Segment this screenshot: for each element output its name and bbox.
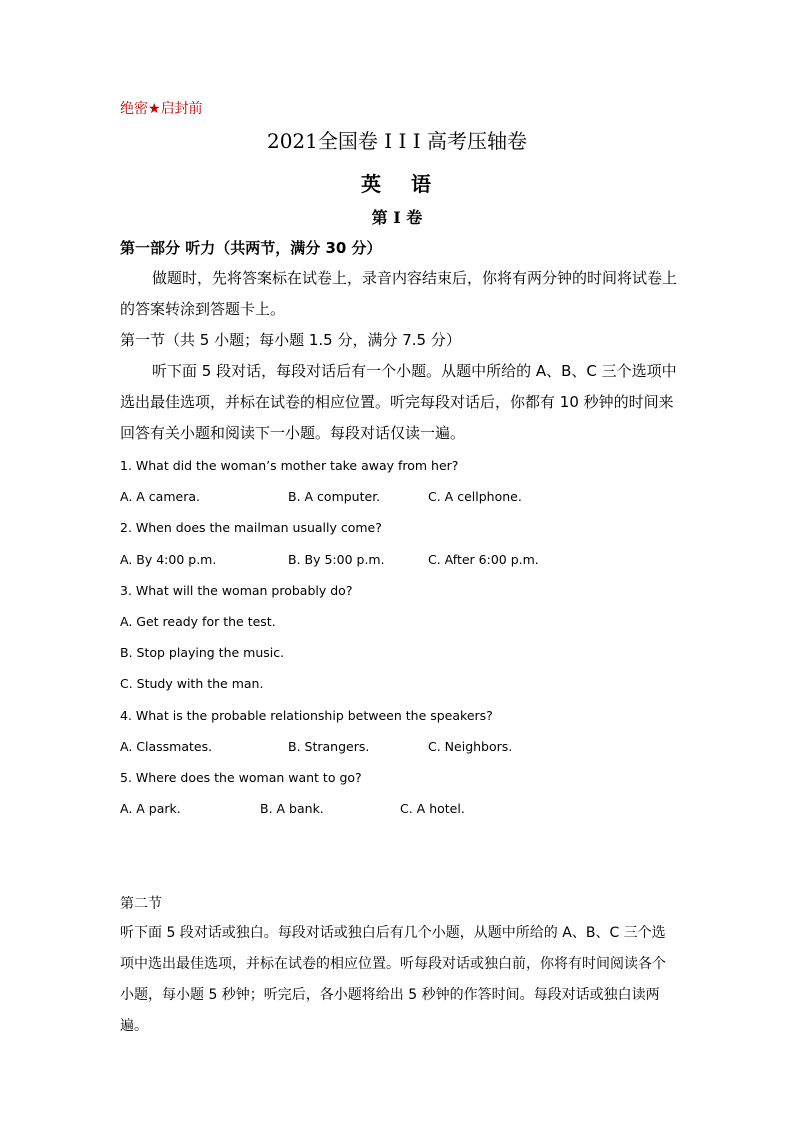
part1-heading: 第一部分 听力（共两节，满分 30 分） [120,239,382,257]
question-5-option-b: B. A bank. [260,801,324,816]
exam-title: 2021全国卷 I I I 高考压轴卷 [266,129,528,153]
question-4-option-b: B. Strangers. [288,739,370,754]
question-4-option-a: A. Classmates. [120,739,213,754]
question-3: 3. What will the woman probably do? [120,583,353,598]
question-5: 5. Where does the woman want to go? [120,770,362,785]
question-2-option-b: B. By 5:00 p.m. [288,552,385,567]
question-1-option-a: A. A camera. [120,489,200,504]
question-1-option-b: B. A computer. [288,489,381,504]
subject-char-1: 英 [361,172,383,196]
question-5-option-a: A. A park. [120,801,181,816]
star-icon: ★ [148,101,161,117]
volume-title: 第 I 卷 [371,208,423,227]
confidential-label: 绝密 [120,101,148,117]
section2-heading: 第二节 [120,896,162,912]
question-1-option-c: C. A cellphone. [428,489,522,504]
section1-heading: 第一节（共 5 小题；每小题 1.5 分，满分 7.5 分） [120,331,461,349]
question-1: 1. What did the woman’s mother take away from her? [120,458,459,473]
question-2-option-a: A. By 4:00 p.m. [120,552,217,567]
question-4: 4. What is the probable relationship between the speakers? [120,708,493,723]
confidential-suffix: 启封前 [160,101,203,117]
subject-title [0,168,794,197]
question-2: 2. When does the mailman usually come? [120,520,382,535]
question-3-option-c: C. Study with the man. [120,676,264,691]
subject-char-2: 语 [411,172,433,196]
question-3-option-a: A. Get ready for the test. [120,614,276,629]
part1-instructions: 做题时，先将答案标在试卷上，录音内容结束后，你将有两分钟的时间将试卷上的答案转涂到答题卡上。 [120,269,678,318]
question-3-option-b: B. Stop playing the music. [120,645,285,660]
confidential-notice [120,98,203,118]
question-5-option-c: C. A hotel. [400,801,465,816]
section1-instructions: 听下面 5 段对话，每段对话后有一个小题。从题中所给的 A、B、C 三个选项中选出最佳选项，并标在试卷的相应位置。听完每段对话后，你都有 10 秒钟的时间来回答有关小题和阅读下一小题。每段对话仅读一遍。 [120,362,677,442]
question-4-option-c: C. Neighbors. [428,739,513,754]
section2-instructions: 听下面 5 段对话或独白。每段对话或独白后有几个小题，从题中所给的 A、B、C 三个选项中选出最佳选项，并标在试卷的相应位置。听每段对话或独白前，你将有时间阅读各个小题，每小题 5 秒钟；听完后，各小题将给出 5 秒钟的作答时间。每段对话或独白读两遍。 [120,925,666,1034]
question-2-option-c: C. After 6:00 p.m. [428,552,539,567]
